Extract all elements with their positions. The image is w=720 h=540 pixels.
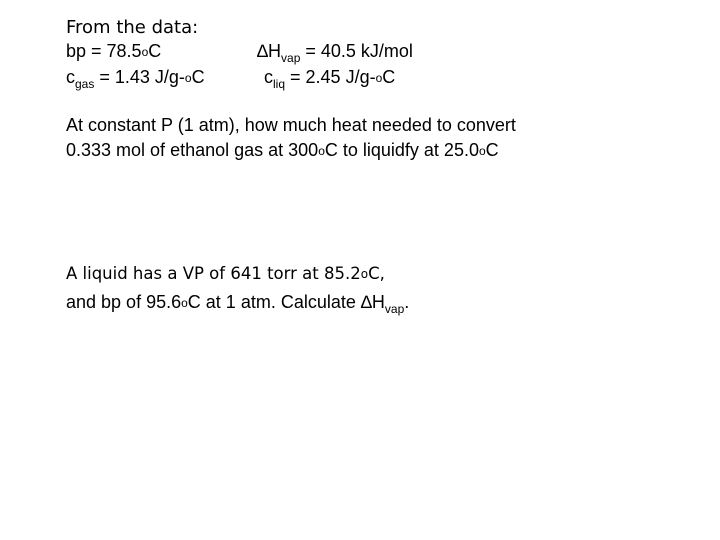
- degree-symbol: o: [375, 71, 383, 85]
- degree-symbol: o: [181, 296, 188, 310]
- gas-subscript: gas: [75, 77, 95, 91]
- vap-subscript: vap: [384, 302, 405, 316]
- degree-symbol: o: [478, 144, 486, 158]
- degree-symbol: o: [184, 71, 192, 85]
- problem-two-line-two: and bp of 95.6oC at 1 atm. Calculate $\Delta H_{vap}$.: [66, 292, 410, 316]
- enthalpy-vaporization-value: $\Delta H_{vap} = 40.5$ kJ/mol: [257, 41, 413, 65]
- degree-symbol: o: [360, 267, 369, 281]
- vap-subscript: vap: [281, 51, 301, 65]
- liquid-specific-heat-value: $c_{liq} = 2.45$ J/g-oC: [264, 67, 396, 91]
- liq-subscript: liq: [273, 77, 286, 91]
- gas-specific-heat-value: $c_{gas} = 1.43$ J/g-oC: [66, 67, 205, 91]
- problem-two-line-one: A liquid has a VP of 641 torr at 85.2oC,: [66, 264, 385, 283]
- degree-symbol: o: [141, 45, 149, 59]
- given-data-heading: From the data:: [66, 17, 199, 38]
- boiling-point-value: bp = 78.5oC: [66, 41, 162, 61]
- degree-symbol: o: [318, 144, 325, 158]
- problem-one-line-two: 0.333 mol of ethanol gas at 300oC to liquidfy at 25.0oC: [66, 140, 499, 160]
- problem-one-line-one: At constant P (1 atm), how much heat needed to convert: [66, 115, 516, 135]
